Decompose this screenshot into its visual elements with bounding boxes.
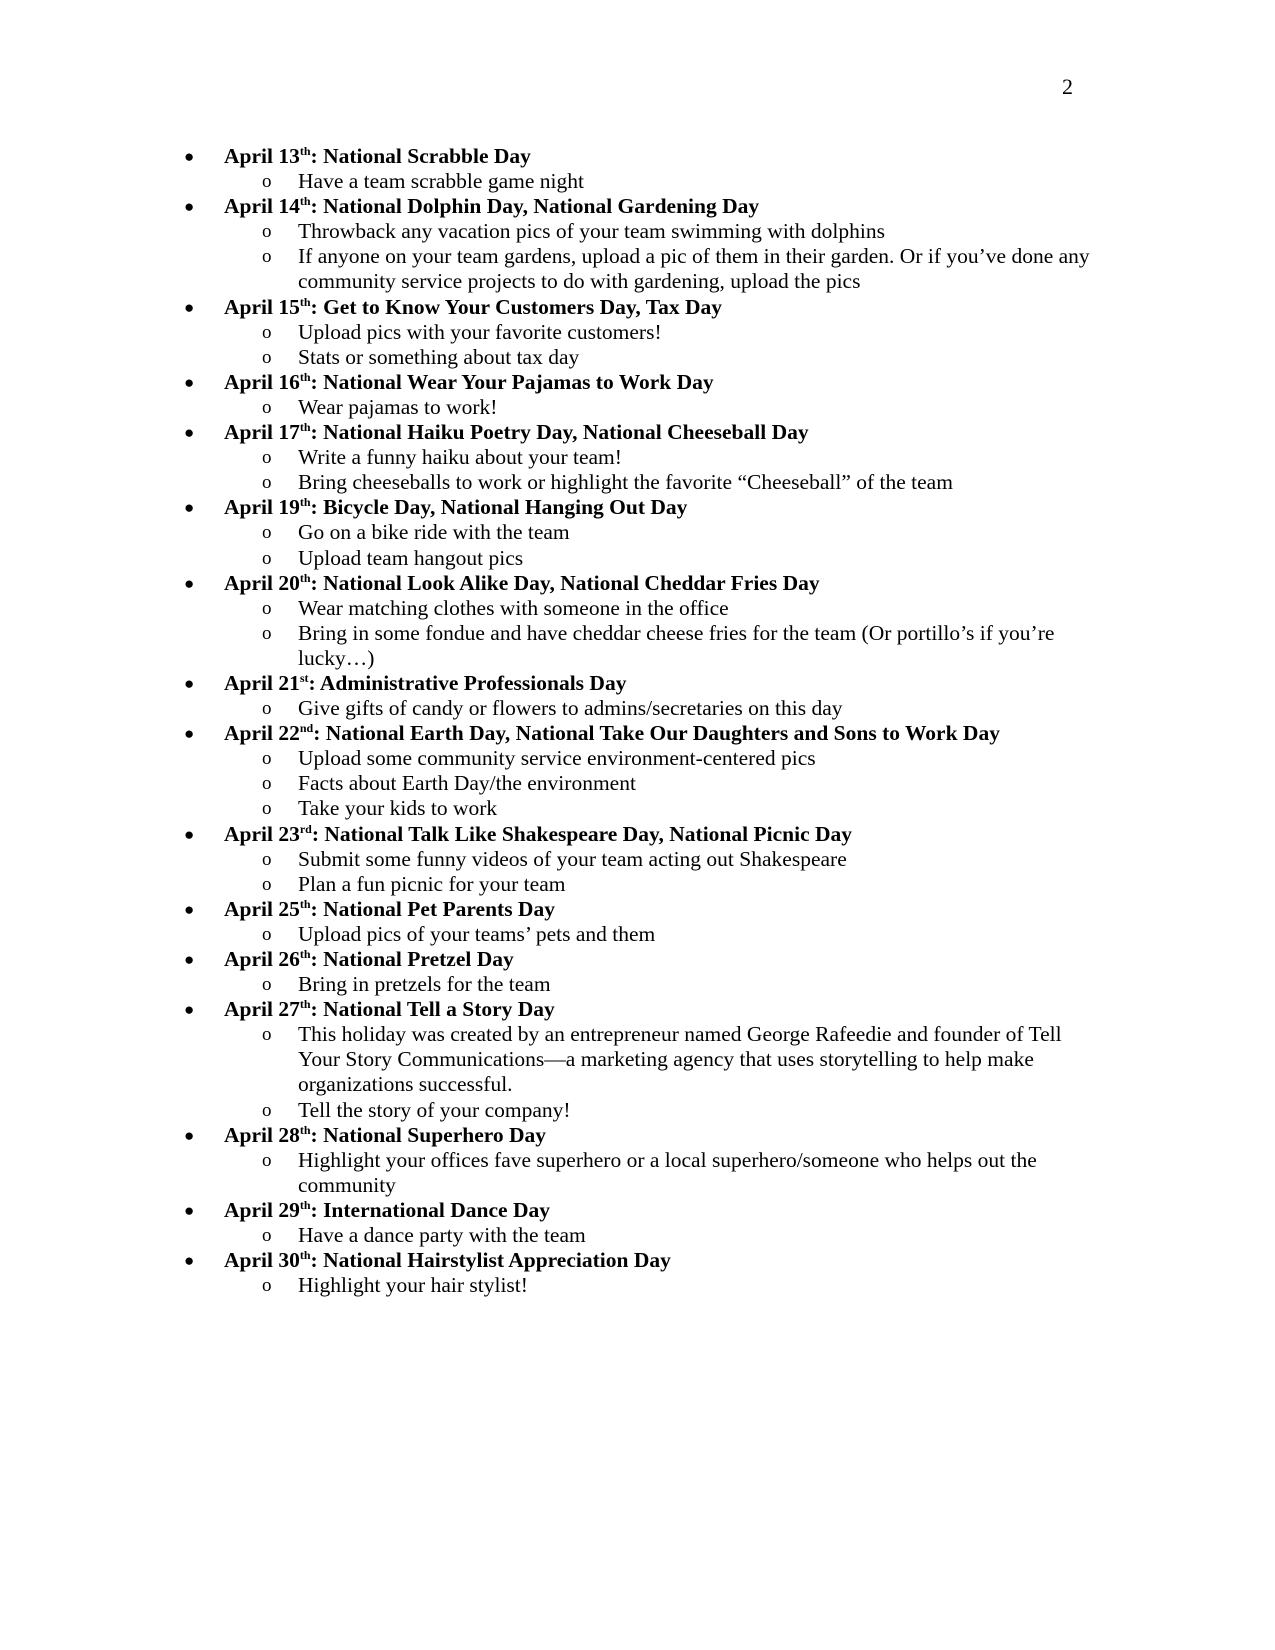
idea-item — [0, 219, 1108, 244]
idea-list — [0, 395, 1275, 420]
idea-text: Plan a fun picnic for your team — [298, 871, 566, 896]
date-ordinal-suffix: th — [299, 947, 311, 961]
holiday-entry — [0, 370, 1275, 420]
holiday-date: April 30 — [224, 1248, 300, 1273]
sub-bullet-icon: o — [262, 522, 272, 544]
idea-text: Submit some funny videos of your team acting out Shakespeare — [298, 846, 847, 871]
idea-text: Take your kids to work — [298, 796, 498, 821]
sub-bullet-icon: o — [262, 773, 272, 795]
holiday-list — [0, 144, 1275, 1298]
holiday-heading — [0, 897, 1275, 922]
holiday-date: April 17 — [224, 420, 300, 445]
bullet-icon: ● — [184, 724, 195, 744]
sub-bullet-icon: o — [262, 1225, 272, 1247]
date-ordinal-suffix: th — [299, 1122, 311, 1137]
holiday-date: April 25 — [224, 896, 300, 921]
sub-bullet-icon: o — [262, 848, 272, 870]
idea-text: Upload pics of your teams’ pets and them — [298, 921, 656, 946]
holiday-heading — [0, 997, 1275, 1022]
idea-item — [0, 445, 1108, 470]
idea-text: Highlight your hair stylist! — [298, 1273, 528, 1298]
idea-text: Highlight your offices fave superhero or a local superhero/someone who helps out the community — [298, 1147, 1037, 1197]
bullet-icon: ● — [184, 1200, 195, 1220]
bullet-icon: ● — [184, 423, 195, 443]
holiday-heading — [0, 1123, 1275, 1148]
idea-item — [0, 244, 1108, 294]
idea-text: Bring in pretzels for the team — [298, 972, 551, 997]
idea-text: Wear pajamas to work! — [298, 394, 498, 419]
holiday-entry — [0, 671, 1275, 721]
holiday-title: : National Haiku Poetry Day, National Cheeseball Day — [310, 420, 809, 445]
holiday-date: April 19 — [224, 495, 300, 520]
date-ordinal-suffix: th — [299, 369, 311, 384]
holiday-title: : National Wear Your Pajamas to Work Day — [310, 369, 714, 394]
sub-bullet-icon: o — [262, 321, 272, 343]
sub-bullet-icon: o — [262, 246, 272, 268]
holiday-title: : National Pretzel Day — [310, 947, 514, 971]
idea-list — [0, 219, 1275, 294]
bullet-icon: ● — [184, 673, 195, 693]
bullet-icon: ● — [184, 1125, 195, 1145]
idea-item — [0, 796, 1108, 821]
idea-text: This holiday was created by an entrepreneur named George Rafeedie and founder of Tell Your Story Communications—a marketing agency that uses storytelling to help make organizations successful. — [298, 1022, 1062, 1097]
sub-bullet-icon: o — [262, 974, 272, 996]
bullet-icon: ● — [184, 1000, 195, 1020]
holiday-title: : National Dolphin Day, National Gardening Day — [310, 194, 760, 219]
idea-text: Upload pics with your favorite customers! — [298, 319, 662, 344]
holiday-date: April 21 — [224, 670, 300, 695]
holiday-heading — [0, 295, 1275, 320]
bullet-icon: ● — [184, 1251, 195, 1271]
bullet-icon: ● — [184, 899, 195, 919]
sub-bullet-icon: o — [262, 923, 272, 945]
sub-bullet-icon: o — [262, 396, 272, 418]
idea-list — [0, 1148, 1275, 1198]
holiday-date: April 29 — [224, 1197, 300, 1222]
holiday-date: April 27 — [224, 997, 300, 1022]
sub-bullet-icon: o — [262, 748, 272, 770]
holiday-date: April 20 — [224, 570, 300, 595]
idea-item — [0, 1022, 1108, 1097]
holiday-heading — [0, 144, 1275, 169]
holiday-date: April 16 — [224, 369, 300, 394]
bullet-icon: ● — [184, 824, 195, 844]
date-ordinal-suffix: th — [299, 997, 311, 1012]
idea-text: Bring cheeseballs to work or highlight the favorite “Cheeseball” of the team — [298, 470, 953, 495]
holiday-title: : Get to Know Your Customers Day, Tax Day — [310, 294, 723, 319]
idea-text: Have a dance party with the team — [298, 1223, 586, 1248]
date-ordinal-suffix: th — [299, 570, 311, 585]
date-ordinal-suffix: th — [299, 194, 311, 209]
idea-text: Upload some community service environment-centered pics — [298, 746, 816, 771]
date-ordinal-suffix: th — [299, 1197, 311, 1212]
idea-list — [0, 520, 1275, 570]
bullet-icon: ● — [184, 297, 195, 317]
holiday-entry — [0, 822, 1275, 897]
holiday-entry — [0, 571, 1275, 671]
idea-text: Write a funny haiku about your team! — [298, 445, 622, 470]
date-ordinal-suffix: th — [299, 144, 311, 158]
sub-bullet-icon: o — [262, 547, 272, 569]
holiday-date: April 26 — [224, 947, 300, 971]
idea-text: Tell the story of your company! — [298, 1097, 571, 1122]
idea-text: Go on a bike ride with the team — [298, 520, 570, 545]
idea-list — [0, 1022, 1275, 1122]
bullet-icon: ● — [184, 372, 195, 392]
idea-item — [0, 922, 1108, 947]
bullet-icon: ● — [184, 573, 195, 593]
sub-bullet-icon: o — [262, 873, 272, 895]
holiday-heading — [0, 1198, 1275, 1223]
sub-bullet-icon: o — [262, 1149, 272, 1171]
holiday-heading — [0, 671, 1275, 696]
idea-item — [0, 520, 1108, 545]
holiday-date: April 13 — [224, 144, 300, 168]
holiday-title: : National Talk Like Shakespeare Day, National Picnic Day — [311, 821, 853, 846]
bullet-icon: ● — [184, 197, 195, 217]
idea-text: Bring in some fondue and have cheddar cheese fries for the team (Or portillo’s if you’re lucky…) — [298, 620, 1055, 670]
date-ordinal-suffix: st — [299, 670, 309, 685]
idea-list — [0, 972, 1275, 997]
bullet-icon: ● — [184, 950, 195, 969]
idea-item — [0, 470, 1108, 495]
holiday-entry — [0, 194, 1275, 294]
idea-item — [0, 1223, 1108, 1248]
holiday-heading — [0, 420, 1275, 445]
holiday-date: April 14 — [224, 194, 300, 219]
holiday-entry — [0, 721, 1275, 821]
date-ordinal-suffix: rd — [299, 821, 312, 836]
sub-bullet-icon: o — [262, 472, 272, 494]
holiday-heading — [0, 721, 1275, 746]
date-ordinal-suffix: th — [299, 294, 311, 309]
date-ordinal-suffix: nd — [299, 721, 314, 736]
sub-bullet-icon: o — [262, 698, 272, 720]
idea-list — [0, 169, 1275, 194]
holiday-title: : Bicycle Day, National Hanging Out Day — [310, 495, 688, 520]
holiday-title: : National Earth Day, National Take Our Daughters and Sons to Work Day — [313, 721, 1000, 746]
holiday-heading — [0, 495, 1275, 520]
idea-list — [0, 922, 1275, 947]
holiday-title: : National Pet Parents Day — [310, 896, 555, 921]
date-ordinal-suffix: th — [299, 420, 311, 435]
sub-bullet-icon: o — [262, 346, 272, 368]
sub-bullet-icon: o — [262, 798, 272, 820]
sub-bullet-icon: o — [262, 171, 272, 193]
holiday-entry — [0, 947, 1275, 997]
holiday-heading — [0, 370, 1275, 395]
idea-item — [0, 395, 1108, 420]
holiday-title: : National Scrabble Day — [310, 144, 531, 168]
holiday-date: April 22 — [224, 721, 300, 746]
holiday-entry — [0, 1198, 1275, 1248]
idea-item — [0, 320, 1108, 345]
holiday-entry — [0, 997, 1275, 1122]
idea-item — [0, 847, 1108, 872]
holiday-title: : National Superhero Day — [310, 1122, 547, 1147]
sub-bullet-icon: o — [262, 1275, 272, 1297]
idea-item — [0, 1148, 1108, 1198]
idea-list — [0, 746, 1275, 821]
idea-text: If anyone on your team gardens, upload a pic of them in their garden. Or if you’ve done any community service projects to do with gardening, upload the pics — [298, 244, 1090, 294]
holiday-heading — [0, 1248, 1275, 1273]
sub-bullet-icon: o — [262, 1099, 272, 1121]
idea-text: Upload team hangout pics — [298, 545, 524, 570]
idea-list — [0, 1273, 1275, 1298]
holiday-entry — [0, 1248, 1275, 1298]
sub-bullet-icon: o — [262, 622, 272, 644]
sub-bullet-icon: o — [262, 597, 272, 619]
idea-item — [0, 596, 1108, 621]
holiday-date: April 28 — [224, 1122, 300, 1147]
idea-item — [0, 621, 1108, 671]
idea-text: Facts about Earth Day/the environment — [298, 771, 636, 796]
date-ordinal-suffix: th — [299, 896, 311, 911]
holiday-entry — [0, 1123, 1275, 1198]
holiday-date: April 23 — [224, 821, 300, 846]
idea-text: Give gifts of candy or flowers to admins/secretaries on this day — [298, 696, 843, 721]
idea-list — [0, 696, 1275, 721]
holiday-heading — [0, 947, 1275, 972]
idea-list — [0, 847, 1275, 897]
page-number: 2 — [1062, 74, 1073, 99]
holiday-date: April 15 — [224, 294, 300, 319]
bullet-icon: ● — [184, 147, 195, 166]
idea-item — [0, 872, 1108, 897]
bullet-icon: ● — [184, 498, 195, 518]
idea-text: Have a team scrabble game night — [298, 169, 584, 194]
date-ordinal-suffix: th — [299, 1248, 311, 1263]
holiday-title: : National Tell a Story Day — [310, 997, 555, 1022]
idea-item — [0, 345, 1108, 370]
holiday-title: : Administrative Professionals Day — [308, 670, 627, 695]
holiday-entry — [0, 295, 1275, 370]
idea-item — [0, 169, 1108, 194]
idea-item — [0, 746, 1108, 771]
holiday-entry — [0, 144, 1275, 194]
idea-text: Throwback any vacation pics of your team swimming with dolphins — [298, 219, 885, 244]
sub-bullet-icon: o — [262, 221, 272, 243]
holiday-title: : National Look Alike Day, National Cheddar Fries Day — [310, 570, 820, 595]
holiday-entry — [0, 897, 1275, 947]
idea-item — [0, 546, 1108, 571]
idea-text: Wear matching clothes with someone in the office — [298, 595, 729, 620]
idea-list — [0, 596, 1275, 671]
holiday-title: : International Dance Day — [310, 1197, 551, 1222]
holiday-entry — [0, 495, 1275, 570]
idea-item — [0, 771, 1108, 796]
sub-bullet-icon: o — [262, 1024, 272, 1046]
idea-item — [0, 972, 1108, 997]
idea-text: Stats or something about tax day — [298, 344, 580, 369]
idea-item — [0, 1098, 1108, 1123]
idea-list — [0, 1223, 1275, 1248]
holiday-heading — [0, 194, 1275, 219]
holiday-heading — [0, 571, 1275, 596]
idea-list — [0, 320, 1275, 370]
idea-list — [0, 445, 1275, 495]
idea-item — [0, 1273, 1108, 1298]
idea-item — [0, 696, 1108, 721]
holiday-heading — [0, 822, 1275, 847]
date-ordinal-suffix: th — [299, 495, 311, 510]
holiday-title: : National Hairstylist Appreciation Day — [310, 1248, 671, 1273]
holiday-entry — [0, 420, 1275, 495]
sub-bullet-icon: o — [262, 447, 272, 469]
